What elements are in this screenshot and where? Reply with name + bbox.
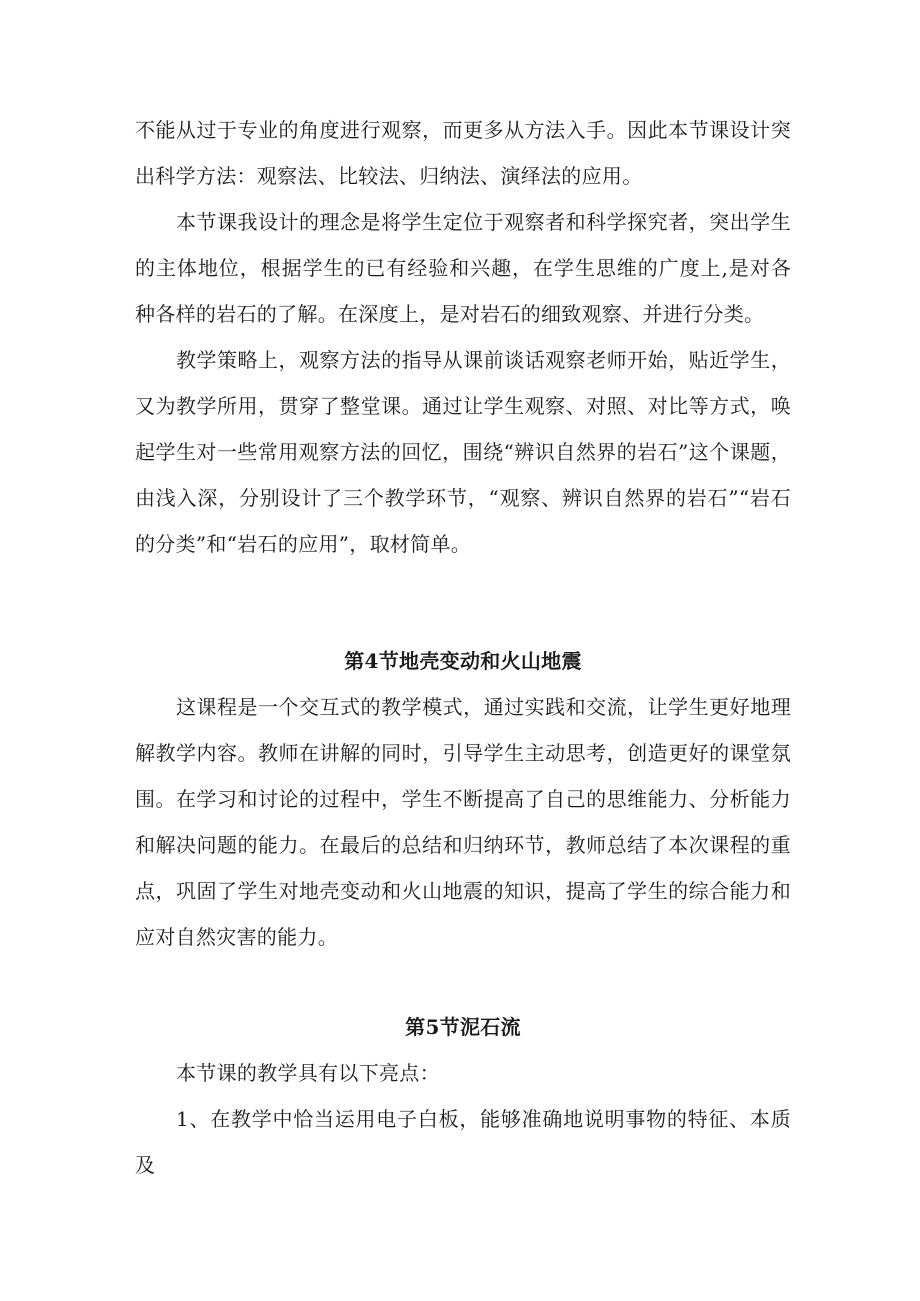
section-4 [135, 638, 791, 960]
paragraph-continued: 不能从过于专业的角度进行观察，而更多从方法入手。因此本节课设计突出科学方法：观察法、比较法、归纳法、演绎法的应用。 [135, 118, 791, 188]
paragraph: 这课程是一个交互式的教学模式，通过实践和交流，让学生更好地理解教学内容。教师在讲解的同时，引导学生主动思考，创造更好的课堂氛围。在学习和讨论的过程中，学生不断提高了自己的思维能力、分析能力和解决问题的能力。在最后的总结和归纳环节，教师总结了本次课程的重点，巩固了学生对地壳变动和火山地震的知识，提高了学生的综合能力和应对自然灾害的能力。 [135, 695, 791, 949]
section-5-title: 第5节泥石流 [405, 1015, 521, 1039]
paragraph: 本节课的教学具有以下亮点： [176, 1061, 440, 1085]
paragraph: 本节课我设计的理念是将学生定位于观察者和科学探究者，突出学生的主体地位，根据学生的已有经验和兴趣，在学生思维的广度上,是对各种各样的岩石的了解。在深度上，是对岩石的细致观察、并进行分类。 [135, 210, 791, 326]
paragraph: 教学策略上，观察方法的指导从课前谈话观察老师开始，贴近学生，又为教学所用，贯穿了整堂课。通过让学生观察、对照、对比等方式，唤起学生对一些常用观察方法的回忆，围绕“辨识自然界的岩石”这个课题，由浅入深，分别设计了三个教学环节，“观察、辨识自然界的岩石”“岩石的分类”和“岩石的应用”，取材简单。 [135, 348, 791, 556]
section-5 [135, 1004, 791, 1188]
paragraph: 1、在教学中恰当运用电子白板，能够准确地说明事物的特征、本质及 [135, 1107, 791, 1177]
section-4-title: 第4节地壳变动和火山地震 [344, 649, 582, 673]
section-prev-body [135, 107, 791, 567]
